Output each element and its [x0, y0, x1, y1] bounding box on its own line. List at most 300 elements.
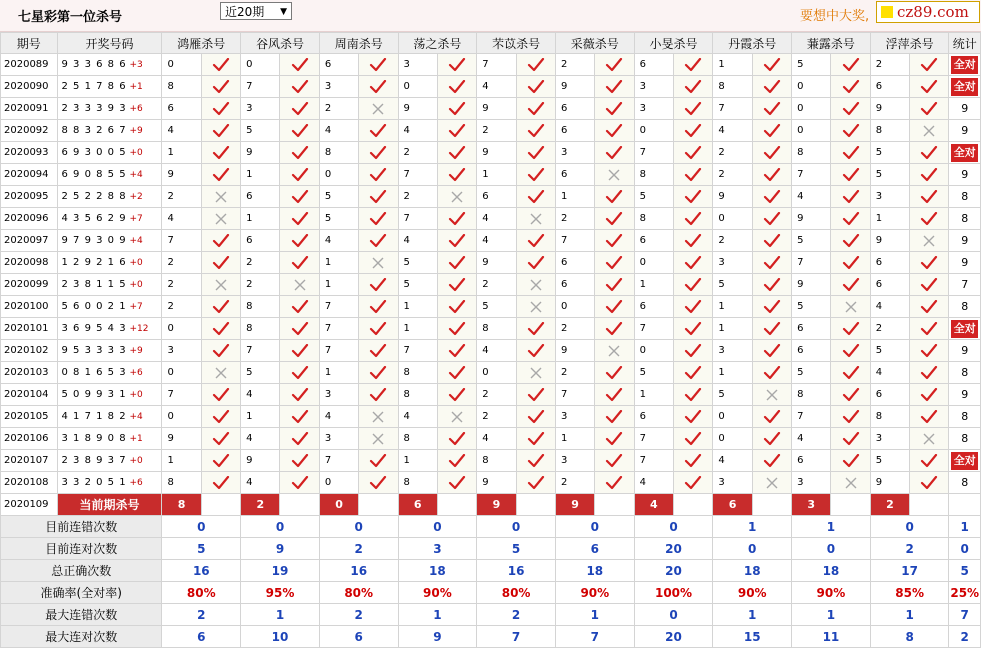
summary-value: 1 [555, 604, 634, 626]
kill-number-cell: 2 [870, 54, 909, 76]
check-icon [831, 76, 870, 98]
cross-icon [201, 274, 240, 296]
summary-label: 总正确次数 [1, 560, 162, 582]
check-icon [910, 318, 949, 340]
period-cell: 2020108 [1, 472, 58, 494]
check-icon [437, 164, 476, 186]
kill-number-cell: 8 [241, 318, 280, 340]
column-header: 浮萍杀号 [870, 33, 949, 54]
check-icon [831, 54, 870, 76]
check-icon [280, 428, 319, 450]
draw-sum: +4 [126, 412, 143, 422]
kill-number-cell: 5 [792, 54, 831, 76]
check-icon [359, 274, 398, 296]
kill-number-cell: 4 [162, 208, 201, 230]
summary-value: 17 [870, 560, 949, 582]
period-cell: 2020099 [1, 274, 58, 296]
stat-cell: 9 [949, 98, 981, 120]
kill-number-cell: 7 [713, 98, 752, 120]
kill-number-cell: 1 [398, 318, 437, 340]
kill-number-cell: 1 [398, 450, 437, 472]
kill-number-cell: 2 [398, 142, 437, 164]
table-row [1, 318, 981, 340]
summary-value: 0 [241, 516, 320, 538]
check-icon [752, 340, 791, 362]
stat-cell: 8 [949, 406, 981, 428]
kill-number-cell: 2 [162, 274, 201, 296]
draw-digits: 2 5 1 7 8 6 [61, 81, 127, 92]
summary-value: 7 [555, 626, 634, 648]
summary-value: 1 [713, 516, 792, 538]
kill-number-cell: 1 [634, 274, 673, 296]
check-icon [752, 318, 791, 340]
kill-number-cell: 7 [477, 54, 516, 76]
period-cell: 2020101 [1, 318, 58, 340]
kill-number-cell: 6 [477, 186, 516, 208]
check-icon [910, 208, 949, 230]
draw-sum: +1 [126, 434, 143, 444]
check-icon [752, 98, 791, 120]
kill-number-cell: 4 [241, 428, 280, 450]
current-kill-blank [752, 494, 791, 516]
kill-number-cell: 8 [792, 384, 831, 406]
check-icon [595, 296, 634, 318]
site-logo[interactable] [876, 1, 980, 23]
summary-value: 5 [162, 538, 241, 560]
all-correct-badge: 全对 [951, 452, 978, 470]
period-cell: 2020093 [1, 142, 58, 164]
draw-sum: +4 [126, 170, 143, 180]
check-icon [831, 274, 870, 296]
kill-number-cell: 5 [792, 362, 831, 384]
current-kill-value: 6 [713, 494, 752, 516]
check-icon [201, 318, 240, 340]
draw-digits: 5 0 9 9 3 1 [61, 389, 127, 400]
check-icon [674, 142, 713, 164]
kill-number-cell: 4 [477, 208, 516, 230]
kill-number-cell: 6 [870, 384, 909, 406]
kill-number-cell: 1 [398, 296, 437, 318]
kill-number-cell: 8 [398, 384, 437, 406]
summary-value: 1 [870, 604, 949, 626]
column-header: 小旻杀号 [634, 33, 713, 54]
summary-value: 0 [634, 604, 713, 626]
kill-number-cell: 7 [792, 164, 831, 186]
table-row [1, 164, 981, 186]
cross-icon [359, 428, 398, 450]
check-icon [752, 142, 791, 164]
check-icon [359, 164, 398, 186]
check-icon [201, 296, 240, 318]
kill-number-cell: 1 [162, 142, 201, 164]
check-icon [752, 164, 791, 186]
kill-number-cell: 7 [792, 406, 831, 428]
table-row [1, 208, 981, 230]
column-header: 丹霞杀号 [713, 33, 792, 54]
kill-number-cell: 6 [870, 76, 909, 98]
kill-number-cell: 9 [398, 98, 437, 120]
current-kill-blank [595, 494, 634, 516]
kill-number-cell: 7 [792, 252, 831, 274]
stat-cell: 8 [949, 208, 981, 230]
kill-number-cell: 3 [870, 428, 909, 450]
summary-value: 0 [949, 538, 981, 560]
draw-digits: 6 9 0 8 5 5 [61, 169, 127, 180]
kill-number-cell: 2 [241, 274, 280, 296]
kill-number-cell: 3 [162, 340, 201, 362]
summary-value: 0 [319, 516, 398, 538]
period-cell: 2020102 [1, 340, 58, 362]
column-header: 芣苡杀号 [477, 33, 556, 54]
kill-number-cell: 4 [241, 384, 280, 406]
stat-cell: 8 [949, 472, 981, 494]
summary-row [1, 560, 981, 582]
check-icon [280, 164, 319, 186]
kill-number-cell: 0 [162, 362, 201, 384]
check-icon [595, 230, 634, 252]
summary-value: 1 [398, 604, 477, 626]
cross-icon [752, 384, 791, 406]
stat-cell: 9 [949, 384, 981, 406]
check-icon [674, 296, 713, 318]
table-row [1, 76, 981, 98]
check-icon [910, 54, 949, 76]
check-icon [595, 252, 634, 274]
kill-number-cell: 7 [555, 384, 594, 406]
kill-number-cell: 8 [398, 362, 437, 384]
check-icon [359, 450, 398, 472]
kill-number-cell: 3 [319, 384, 358, 406]
check-icon [674, 54, 713, 76]
check-icon [831, 318, 870, 340]
kill-number-cell: 7 [555, 230, 594, 252]
draw-sum: +9 [126, 346, 143, 356]
stat-cell [949, 54, 981, 76]
kill-number-cell: 2 [870, 318, 909, 340]
current-kill-blank [437, 494, 476, 516]
kill-number-cell: 6 [870, 274, 909, 296]
draw-numbers-cell [57, 274, 162, 296]
summary-value: 2 [319, 604, 398, 626]
kill-number-cell: 4 [634, 472, 673, 494]
check-icon [831, 208, 870, 230]
chevron-down-icon: ▼ [280, 7, 287, 17]
check-icon [280, 208, 319, 230]
kill-number-cell: 3 [555, 406, 594, 428]
kill-number-cell: 4 [398, 230, 437, 252]
period-cell: 2020097 [1, 230, 58, 252]
period-select[interactable] [220, 2, 292, 20]
draw-sum: +3 [126, 60, 143, 70]
cross-icon [201, 362, 240, 384]
check-icon [674, 340, 713, 362]
table-header-row [1, 33, 981, 54]
kill-number-cell: 0 [477, 362, 516, 384]
check-icon [201, 230, 240, 252]
kill-number-cell: 1 [713, 54, 752, 76]
cross-icon [516, 296, 555, 318]
kill-number-table [0, 32, 981, 648]
kill-number-cell: 7 [162, 230, 201, 252]
kill-number-cell: 8 [477, 318, 516, 340]
summary-label: 目前连错次数 [1, 516, 162, 538]
kill-number-cell: 8 [398, 428, 437, 450]
kill-number-cell: 6 [555, 252, 594, 274]
check-icon [437, 450, 476, 472]
check-icon [359, 54, 398, 76]
summary-row [1, 538, 981, 560]
draw-digits: 9 3 3 6 8 6 [61, 59, 127, 70]
summary-value: 18 [555, 560, 634, 582]
summary-value: 9 [398, 626, 477, 648]
kill-number-cell: 8 [634, 164, 673, 186]
cross-icon [280, 274, 319, 296]
kill-number-cell: 3 [870, 186, 909, 208]
stat-cell: 8 [949, 362, 981, 384]
kill-number-cell: 4 [398, 120, 437, 142]
summary-value: 90% [398, 582, 477, 604]
kill-number-cell: 8 [319, 142, 358, 164]
period-cell: 2020100 [1, 296, 58, 318]
check-icon [516, 406, 555, 428]
table-row [1, 362, 981, 384]
current-period-row [1, 494, 981, 516]
draw-digits: 0 8 1 6 5 3 [61, 367, 127, 378]
summary-value: 80% [319, 582, 398, 604]
check-icon [359, 230, 398, 252]
kill-number-cell: 7 [634, 142, 673, 164]
kill-number-cell: 9 [555, 340, 594, 362]
kill-number-cell: 3 [319, 76, 358, 98]
kill-number-cell: 1 [319, 274, 358, 296]
period-cell: 2020089 [1, 54, 58, 76]
summary-value: 85% [870, 582, 949, 604]
kill-number-cell: 0 [792, 98, 831, 120]
stat-cell: 9 [949, 252, 981, 274]
stat-cell: 8 [949, 428, 981, 450]
check-icon [516, 472, 555, 494]
summary-value: 0 [398, 516, 477, 538]
kill-number-cell: 4 [241, 472, 280, 494]
check-icon [752, 406, 791, 428]
kill-number-cell: 3 [398, 54, 437, 76]
check-icon [201, 120, 240, 142]
table-row [1, 142, 981, 164]
check-icon [752, 362, 791, 384]
kill-number-cell: 6 [792, 318, 831, 340]
summary-value: 9 [241, 538, 320, 560]
summary-value: 20 [634, 626, 713, 648]
kill-number-cell: 1 [319, 362, 358, 384]
check-icon [674, 98, 713, 120]
check-icon [437, 208, 476, 230]
kill-number-cell: 4 [713, 450, 752, 472]
draw-sum: +1 [126, 82, 143, 92]
kill-number-cell: 5 [870, 142, 909, 164]
kill-number-cell: 4 [398, 406, 437, 428]
all-correct-badge: 全对 [951, 144, 978, 162]
draw-numbers-cell [57, 208, 162, 230]
column-header: 统计 [949, 33, 981, 54]
cross-icon [910, 120, 949, 142]
kill-number-cell: 0 [634, 120, 673, 142]
check-icon [674, 274, 713, 296]
summary-value: 18 [792, 560, 871, 582]
check-icon [516, 142, 555, 164]
cross-icon [595, 164, 634, 186]
draw-digits: 2 3 8 9 3 7 [61, 455, 127, 466]
check-icon [910, 450, 949, 472]
kill-number-cell: 6 [162, 98, 201, 120]
check-icon [437, 472, 476, 494]
table-row [1, 428, 981, 450]
period-cell: 2020091 [1, 98, 58, 120]
check-icon [910, 472, 949, 494]
kill-number-cell: 1 [477, 164, 516, 186]
check-icon [831, 340, 870, 362]
period-cell: 2020106 [1, 428, 58, 450]
kill-number-cell: 1 [241, 208, 280, 230]
summary-value: 20 [634, 538, 713, 560]
draw-numbers-cell [57, 142, 162, 164]
draw-digits: 3 6 9 5 4 3 [61, 323, 127, 334]
check-icon [437, 384, 476, 406]
kill-number-cell: 5 [870, 340, 909, 362]
draw-sum: +7 [126, 214, 143, 224]
check-icon [674, 406, 713, 428]
check-icon [359, 76, 398, 98]
summary-value: 0 [162, 516, 241, 538]
stat-cell: 9 [949, 340, 981, 362]
kill-number-cell: 9 [162, 428, 201, 450]
column-header: 周南杀号 [319, 33, 398, 54]
check-icon [201, 406, 240, 428]
summary-value: 25% [949, 582, 981, 604]
check-icon [910, 76, 949, 98]
kill-number-cell: 0 [162, 406, 201, 428]
table-row [1, 98, 981, 120]
draw-digits: 6 9 3 0 0 5 [61, 147, 127, 158]
check-icon [674, 428, 713, 450]
kill-number-cell: 7 [398, 208, 437, 230]
check-icon [280, 98, 319, 120]
check-icon [280, 406, 319, 428]
kill-number-cell: 1 [319, 252, 358, 274]
kill-number-cell: 9 [870, 98, 909, 120]
check-icon [831, 120, 870, 142]
check-icon [280, 384, 319, 406]
kill-number-cell: 4 [870, 296, 909, 318]
check-icon [280, 450, 319, 472]
kill-number-cell: 2 [555, 318, 594, 340]
table-row [1, 120, 981, 142]
draw-numbers-cell [57, 296, 162, 318]
check-icon [280, 76, 319, 98]
kill-number-cell: 6 [555, 164, 594, 186]
kill-number-cell: 2 [713, 142, 752, 164]
draw-sum: +0 [126, 148, 143, 158]
kill-number-cell: 7 [162, 384, 201, 406]
check-icon [516, 384, 555, 406]
kill-number-cell: 7 [398, 340, 437, 362]
check-icon [752, 274, 791, 296]
stat-cell: 9 [949, 230, 981, 252]
kill-number-cell: 2 [162, 296, 201, 318]
stat-cell: 8 [949, 296, 981, 318]
check-icon [595, 120, 634, 142]
kill-number-cell: 8 [713, 76, 752, 98]
summary-value: 1 [241, 604, 320, 626]
summary-value: 2 [162, 604, 241, 626]
check-icon [516, 98, 555, 120]
check-icon [516, 318, 555, 340]
check-icon [752, 76, 791, 98]
check-icon [280, 54, 319, 76]
draw-digits: 3 3 2 0 5 1 [61, 477, 127, 488]
logo-text: cz89.com [897, 3, 969, 21]
period-cell: 2020105 [1, 406, 58, 428]
kill-number-cell: 4 [477, 428, 516, 450]
kill-number-cell: 8 [792, 142, 831, 164]
kill-number-cell: 9 [792, 274, 831, 296]
kill-number-cell: 1 [162, 450, 201, 472]
check-icon [201, 252, 240, 274]
draw-numbers-cell [57, 362, 162, 384]
check-icon [595, 98, 634, 120]
all-correct-badge: 全对 [951, 78, 978, 96]
summary-value: 15 [713, 626, 792, 648]
kill-number-cell: 4 [319, 120, 358, 142]
current-kill-blank [910, 494, 949, 516]
draw-digits: 8 8 3 2 6 7 [61, 125, 127, 136]
check-icon [280, 340, 319, 362]
check-icon [752, 186, 791, 208]
draw-sum: +0 [126, 258, 143, 268]
kill-number-cell: 1 [634, 384, 673, 406]
kill-number-cell: 3 [792, 472, 831, 494]
kill-number-cell: 6 [555, 120, 594, 142]
check-icon [595, 186, 634, 208]
kill-number-cell: 0 [634, 252, 673, 274]
kill-number-cell: 5 [477, 296, 516, 318]
summary-value: 3 [398, 538, 477, 560]
kill-number-cell: 1 [241, 164, 280, 186]
draw-numbers-cell [57, 318, 162, 340]
check-icon [280, 472, 319, 494]
kill-number-cell: 7 [241, 76, 280, 98]
kill-number-cell: 0 [713, 208, 752, 230]
kill-number-cell: 0 [792, 120, 831, 142]
cross-icon [910, 230, 949, 252]
check-icon [201, 450, 240, 472]
current-kill-value: 2 [870, 494, 909, 516]
cross-icon [910, 428, 949, 450]
draw-numbers-cell [57, 252, 162, 274]
kill-number-cell: 3 [319, 428, 358, 450]
current-kill-label: 当前期杀号 [57, 494, 162, 516]
kill-number-cell: 2 [555, 54, 594, 76]
kill-number-cell: 5 [792, 296, 831, 318]
summary-value: 7 [477, 626, 556, 648]
stat-cell [949, 450, 981, 472]
summary-value: 2 [477, 604, 556, 626]
summary-row [1, 626, 981, 648]
check-icon [831, 164, 870, 186]
check-icon [674, 76, 713, 98]
check-icon [674, 164, 713, 186]
check-icon [831, 186, 870, 208]
kill-number-cell: 0 [241, 54, 280, 76]
